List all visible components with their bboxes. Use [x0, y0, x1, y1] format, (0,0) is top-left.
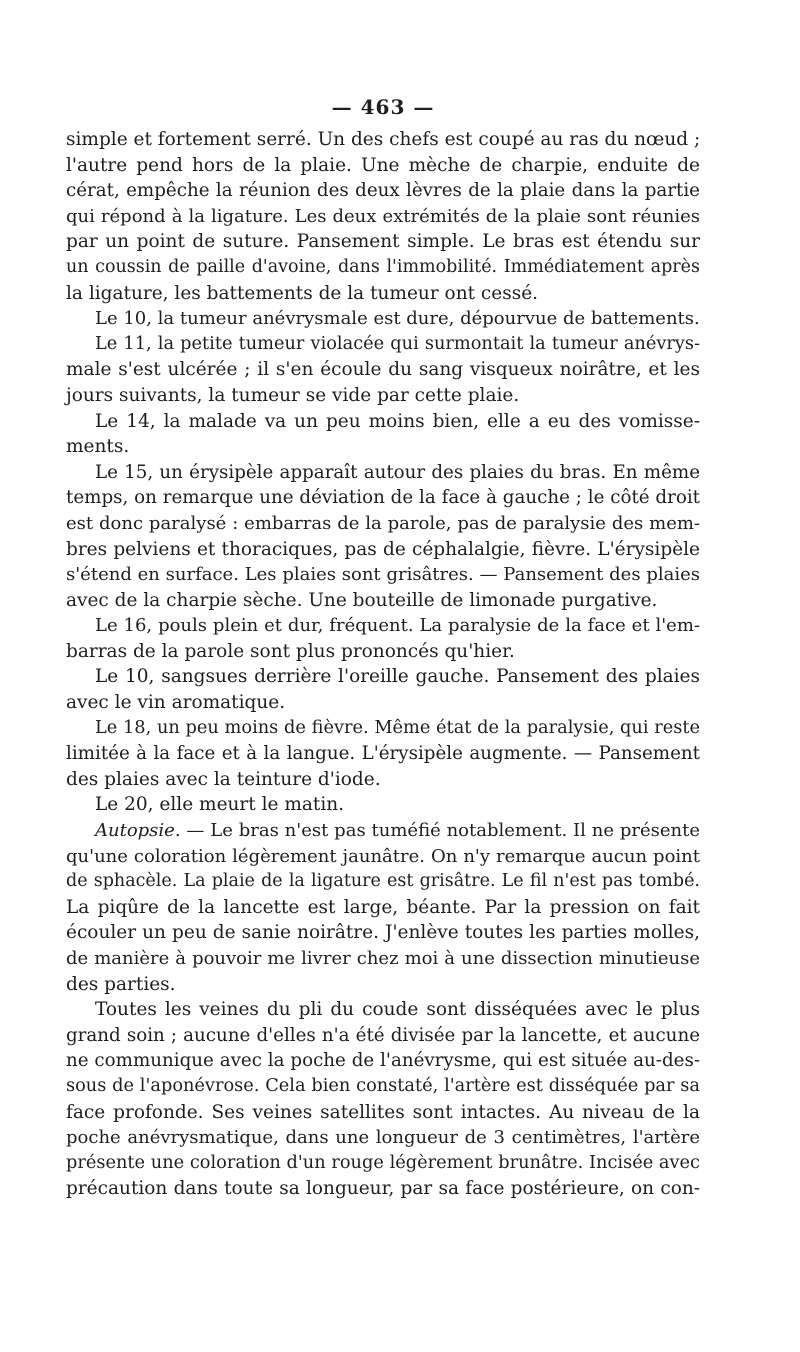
- line-text: précaution dans toute sa longueur, par sa face postérieure, on con-: [66, 1178, 700, 1200]
- text-line: [66, 639, 700, 665]
- text-line: [66, 588, 700, 614]
- line-text: La piqûre de la lancette est large, béante. Par la pression on fait: [66, 896, 700, 918]
- line-text: grand soin ; aucune d'elles n'a été divisée par la lancette, et aucune: [66, 1024, 700, 1046]
- body-text: [66, 127, 700, 1202]
- italic-lead: Autopsie.: [95, 820, 181, 842]
- line-text: limitée à la face et à la langue. L'érysipèle augmente. — Pansement: [66, 743, 700, 765]
- text-line: [66, 306, 700, 332]
- text-line: [66, 1125, 700, 1151]
- line-text: simple et fortement serré. Un des chefs est coupé au ras du nœud ;: [66, 129, 701, 150]
- line-text: de manière à pouvoir me livrer chez moi à une dissection minutieuse: [66, 948, 700, 969]
- text-line: [66, 1048, 700, 1074]
- line-text: écouler un peu de sanie noirâtre. J'enlève toutes les parties molles,: [66, 922, 700, 944]
- line-text: ments.: [66, 436, 130, 458]
- text-line: [66, 741, 700, 767]
- line-text: présente une coloration d'un rouge légèrement brunâtre. Incisée avec: [66, 1152, 700, 1173]
- text-line: [66, 485, 700, 511]
- line-text: qu'une coloration légèrement jaunâtre. On n'y remarque aucun point: [66, 845, 700, 867]
- line-text: Le 16, pouls plein et dur, fréquent. La paralysie de la face et l'em-: [95, 615, 700, 637]
- line-text: Le 20, elle meurt le matin.: [95, 794, 345, 816]
- text-line: [66, 818, 700, 844]
- text-line: [66, 229, 700, 255]
- line-text: male s'est ulcérée ; il s'en écoule du sang visqueux noirâtre, et les: [66, 359, 700, 381]
- line-text: Le 18, un peu moins de fièvre. Même état de la paralysie, qui reste: [95, 717, 700, 738]
- line-text: cérat, empêche la réunion des deux lèvres de la plaie dans la partie: [66, 180, 700, 202]
- text-line: [66, 767, 700, 793]
- line-text: par un point de suture. Pansement simple. Le bras est étendu sur: [66, 231, 700, 253]
- text-line: [66, 537, 700, 563]
- line-text: Le 15, un érysipèle apparaît autour des plaies du bras. En même: [95, 461, 700, 483]
- book-page: [66, 95, 700, 1202]
- text-line: [66, 434, 700, 460]
- text-line: [66, 920, 700, 946]
- text-line: [66, 613, 700, 639]
- text-line: [66, 664, 700, 690]
- text-line: [66, 511, 700, 537]
- line-text: Le 10, la tumeur anévrysmale est dure, dépourvue de battements.: [95, 308, 700, 330]
- text-line: [66, 255, 700, 281]
- text-line: [66, 1151, 700, 1177]
- line-text: Le 11, la petite tumeur violacée qui surmontait la tumeur anévrys-: [95, 333, 700, 354]
- text-line: [66, 281, 700, 307]
- line-text: qui répond à la ligature. Les deux extrémités de la plaie sont réunies: [66, 205, 700, 227]
- line-text: des plaies avec la teinture d'iode.: [66, 768, 381, 790]
- line-text: jours suivants, la tumeur se vide par cette plaie.: [66, 384, 520, 406]
- text-line: [66, 357, 700, 383]
- line-text: poche anévrysmatique, dans une longueur de 3 centimètres, l'artère: [66, 1127, 700, 1149]
- text-line: [66, 127, 700, 153]
- text-line: [66, 895, 700, 921]
- line-text: avec de la charpie sèche. Une bouteille de limonade purgative.: [66, 589, 658, 611]
- text-line: [66, 716, 700, 742]
- text-line: [66, 690, 700, 716]
- line-text: ne communique avec la poche de l'anévrysme, qui est située au-des-: [66, 1050, 700, 1072]
- text-line: [66, 409, 700, 435]
- line-text: bres pelviens et thoraciques, pas de céphalalgie, fièvre. L'érysipèle: [66, 538, 700, 560]
- line-text: l'autre pend hors de la plaie. Une mèche de charpie, enduite de: [66, 154, 700, 176]
- line-text: — Le bras n'est pas tuméfié notablement. Il ne présente: [180, 820, 700, 842]
- text-line: [66, 204, 700, 230]
- line-text: sous de l'aponévrose. Cela bien constaté, l'artère est disséquée par sa: [66, 1075, 700, 1096]
- text-line: [66, 1176, 700, 1202]
- text-line: [66, 562, 700, 588]
- line-text: Le 10, sangsues derrière l'oreille gauche. Pansement des plaies: [95, 666, 700, 688]
- text-line: [66, 1100, 700, 1126]
- text-line: [66, 383, 700, 409]
- line-text: des parties.: [66, 973, 176, 995]
- line-text: Le 14, la malade va un peu moins bien, elle a eu des vomisse-: [95, 410, 700, 432]
- text-line: [66, 1074, 700, 1100]
- text-line: [66, 460, 700, 486]
- page-number: — 463 —: [331, 95, 435, 119]
- line-text: Toutes les veines du pli du coude sont disséquées avec le plus: [95, 999, 700, 1021]
- text-line: [66, 178, 700, 204]
- line-text: de sphacèle. La plaie de la ligature est grisâtre. Le fil n'est pas tombé.: [66, 871, 700, 892]
- line-text: temps, on remarque une déviation de la face à gauche ; le côté droit: [66, 487, 700, 509]
- text-line: [66, 1023, 700, 1049]
- text-line: [66, 153, 700, 179]
- line-text: face profonde. Ses veines satellites sont intactes. Au niveau de la: [66, 1101, 700, 1123]
- text-line: [66, 972, 700, 998]
- line-text: un coussin de paille d'avoine, dans l'immobilité. Immédiatement après: [66, 256, 700, 277]
- text-line: [66, 946, 700, 972]
- text-line: [66, 869, 700, 895]
- line-text: barras de la parole sont plus prononcés qu'hier.: [66, 640, 515, 662]
- text-line: [66, 332, 700, 358]
- line-text: avec le vin aromatique.: [66, 692, 286, 714]
- line-text: est donc paralysé : embarras de la parole, pas de paralysie des mem-: [66, 512, 700, 534]
- text-line: [66, 792, 700, 818]
- text-line: [66, 997, 700, 1023]
- line-text: la ligature, les battements de la tumeur ont cessé.: [66, 282, 539, 304]
- text-line: [66, 844, 700, 870]
- line-text: s'étend en surface. Les plaies sont grisâtres. — Pansement des plaies: [66, 564, 700, 586]
